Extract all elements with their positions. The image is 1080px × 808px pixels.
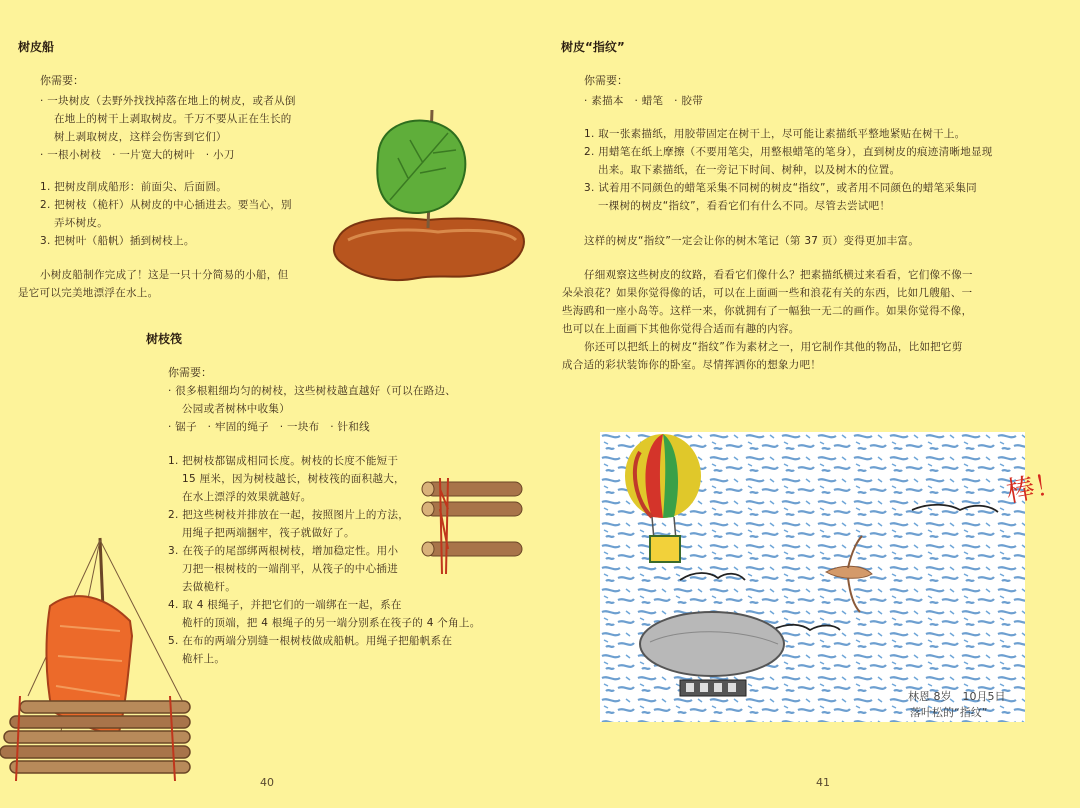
- praise-mark: 棒！: [1003, 466, 1065, 509]
- materials-label: 你需要：: [40, 74, 84, 87]
- paragraph-line: 仔细观察这些树皮的纹路，看看它们像什么？把素描纸横过来看看，它们像不像一: [584, 269, 973, 281]
- paragraph-line: 小树皮船制作完成了！这是一只十分简易的小船，但: [40, 269, 289, 281]
- raft-illustration: [0, 536, 205, 784]
- paragraph-line: 朵朵浪花？如果你觉得像的话，可以在上面画一些和浪花有关的东西，比如几艘船、一: [562, 287, 973, 299]
- tied-sticks-illustration: [418, 474, 526, 584]
- step-item: 出来。取下素描纸，在一旁记下时间、树种，以及树木的位置。: [598, 164, 901, 176]
- step-item: 3. 试着用不同颜色的蜡笔采集不同树的树皮“指纹”，或者用不同颜色的蜡笔采集同: [584, 182, 977, 194]
- page-number-left: 40: [260, 776, 274, 789]
- step-item: 5. 在布的两端分别缝一根树枝做成船帆。用绳子把船帆系在: [168, 635, 453, 647]
- step-item: 2. 用蜡笔在纸上摩擦（不要用笔尖，用整根蜡笔的笔身），直到树皮的痕迹清晰地显现: [584, 146, 993, 158]
- step-item: 2. 把这些树枝并排放在一起，按照图片上的方法，: [168, 509, 410, 521]
- materials-item: 树上剥取树皮，这样会伤害到它们）: [54, 131, 227, 143]
- bark-boat-illustration: [328, 108, 528, 288]
- materials-label: 你需要：: [584, 74, 628, 87]
- materials-item: · 一根小树枝 · 一片宽大的树叶 · 小刀: [40, 149, 235, 161]
- materials-item: · 锯子 · 牢固的绳子 · 一块布 · 针和线: [168, 421, 370, 433]
- drawing-caption-title: 落叶松的“指纹”: [910, 706, 988, 719]
- step-item: 4. 取 4 根绳子，并把它们的一端绑在一起，系在: [168, 599, 402, 611]
- step-item: 15 厘米，因为树枝越长，树枝筏的面积越大，: [182, 473, 405, 485]
- step-item: 在水上漂浮的效果就越好。: [182, 491, 312, 503]
- paragraph-line: 也可以在上面画下其他你觉得合适而有趣的内容。: [562, 323, 800, 335]
- step-item: 刀把一根树枝的一端削平，从筏子的中心插进: [182, 563, 398, 575]
- materials-item: · 很多根粗细均匀的树枝，这些树枝越直越好（可以在路边、: [168, 385, 457, 397]
- closing-paragraph: [18, 266, 288, 302]
- step-item: 3. 把树叶（船帆）插到树枝上。: [40, 235, 195, 247]
- materials-list: [168, 382, 456, 436]
- paragraph-line: 成合适的彩状装饰你的卧室。尽情挥洒你的想象力吧！: [562, 359, 822, 371]
- step-item: 1. 取一张素描纸，用胶带固定在树干上，尽可能让素描纸平整地紧贴在树干上。: [584, 128, 966, 140]
- step-item: 3. 在筏子的尾部绑两根树枝，增加稳定性。用小: [168, 545, 399, 557]
- step-item: 一棵树的树皮“指纹”，看看它们有什么不同。尽管去尝试吧！: [598, 200, 891, 212]
- steps-list: [584, 125, 993, 215]
- paragraph-line: 是它可以完美地漂浮在水上。: [18, 287, 159, 299]
- section-title-raft: 树枝筏: [146, 332, 183, 346]
- child-drawing: [600, 432, 1025, 722]
- step-item: 2. 把树枝（桅杆）从树皮的中心插进去。要当心，别: [40, 199, 292, 211]
- step-item: 用绳子把两端捆牢，筏子就做好了。: [182, 527, 355, 539]
- page-number-right: 41: [816, 776, 830, 789]
- step-item: 1. 把树枝都锯成相同长度。树枝的长度不能短于: [168, 455, 399, 467]
- materials-item: · 一块树皮（去野外找找掉落在地上的树皮，或者从倒: [40, 95, 296, 107]
- materials-list: [40, 92, 296, 164]
- steps-list: [40, 178, 292, 250]
- materials-item: 公园或者树林中收集）: [182, 403, 290, 415]
- materials-item: 在地上的树干上剥取树皮。千万不要从正在生长的: [54, 113, 292, 125]
- section-title-bark-boat: 树皮船: [18, 40, 55, 54]
- materials-label: 你需要：: [168, 366, 212, 379]
- step-item: 去做桅杆。: [182, 581, 236, 593]
- step-item: 1. 把树皮削成船形：前面尖、后面圆。: [40, 181, 228, 193]
- drawing-caption-artist: 林恩 8岁 10月5日: [908, 690, 1006, 703]
- step-item: 桅杆的顶端，把 4 根绳子的另一端分别系在筏子的 4 个角上。: [182, 617, 481, 629]
- observation-paragraph: [562, 266, 973, 374]
- section-title-fingerprint: 树皮“指纹”: [561, 40, 625, 54]
- step-item: 弄坏树皮。: [54, 217, 108, 229]
- materials-list: · 素描本 · 蜡笔 · 胶带: [584, 95, 704, 107]
- step-item: 桅杆上。: [182, 653, 226, 665]
- note-paragraph: 这样的树皮“指纹”一定会让你的树木笔记（第 37 页）变得更加丰富。: [584, 235, 920, 247]
- paragraph-line: 些海鸥和一座小岛等。这样一来，你就拥有了一幅独一无二的画作。如果你觉得不像，: [562, 305, 973, 317]
- paragraph-line: 你还可以把纸上的树皮“指纹”作为素材之一，用它制作其他的物品，比如把它剪: [584, 341, 963, 353]
